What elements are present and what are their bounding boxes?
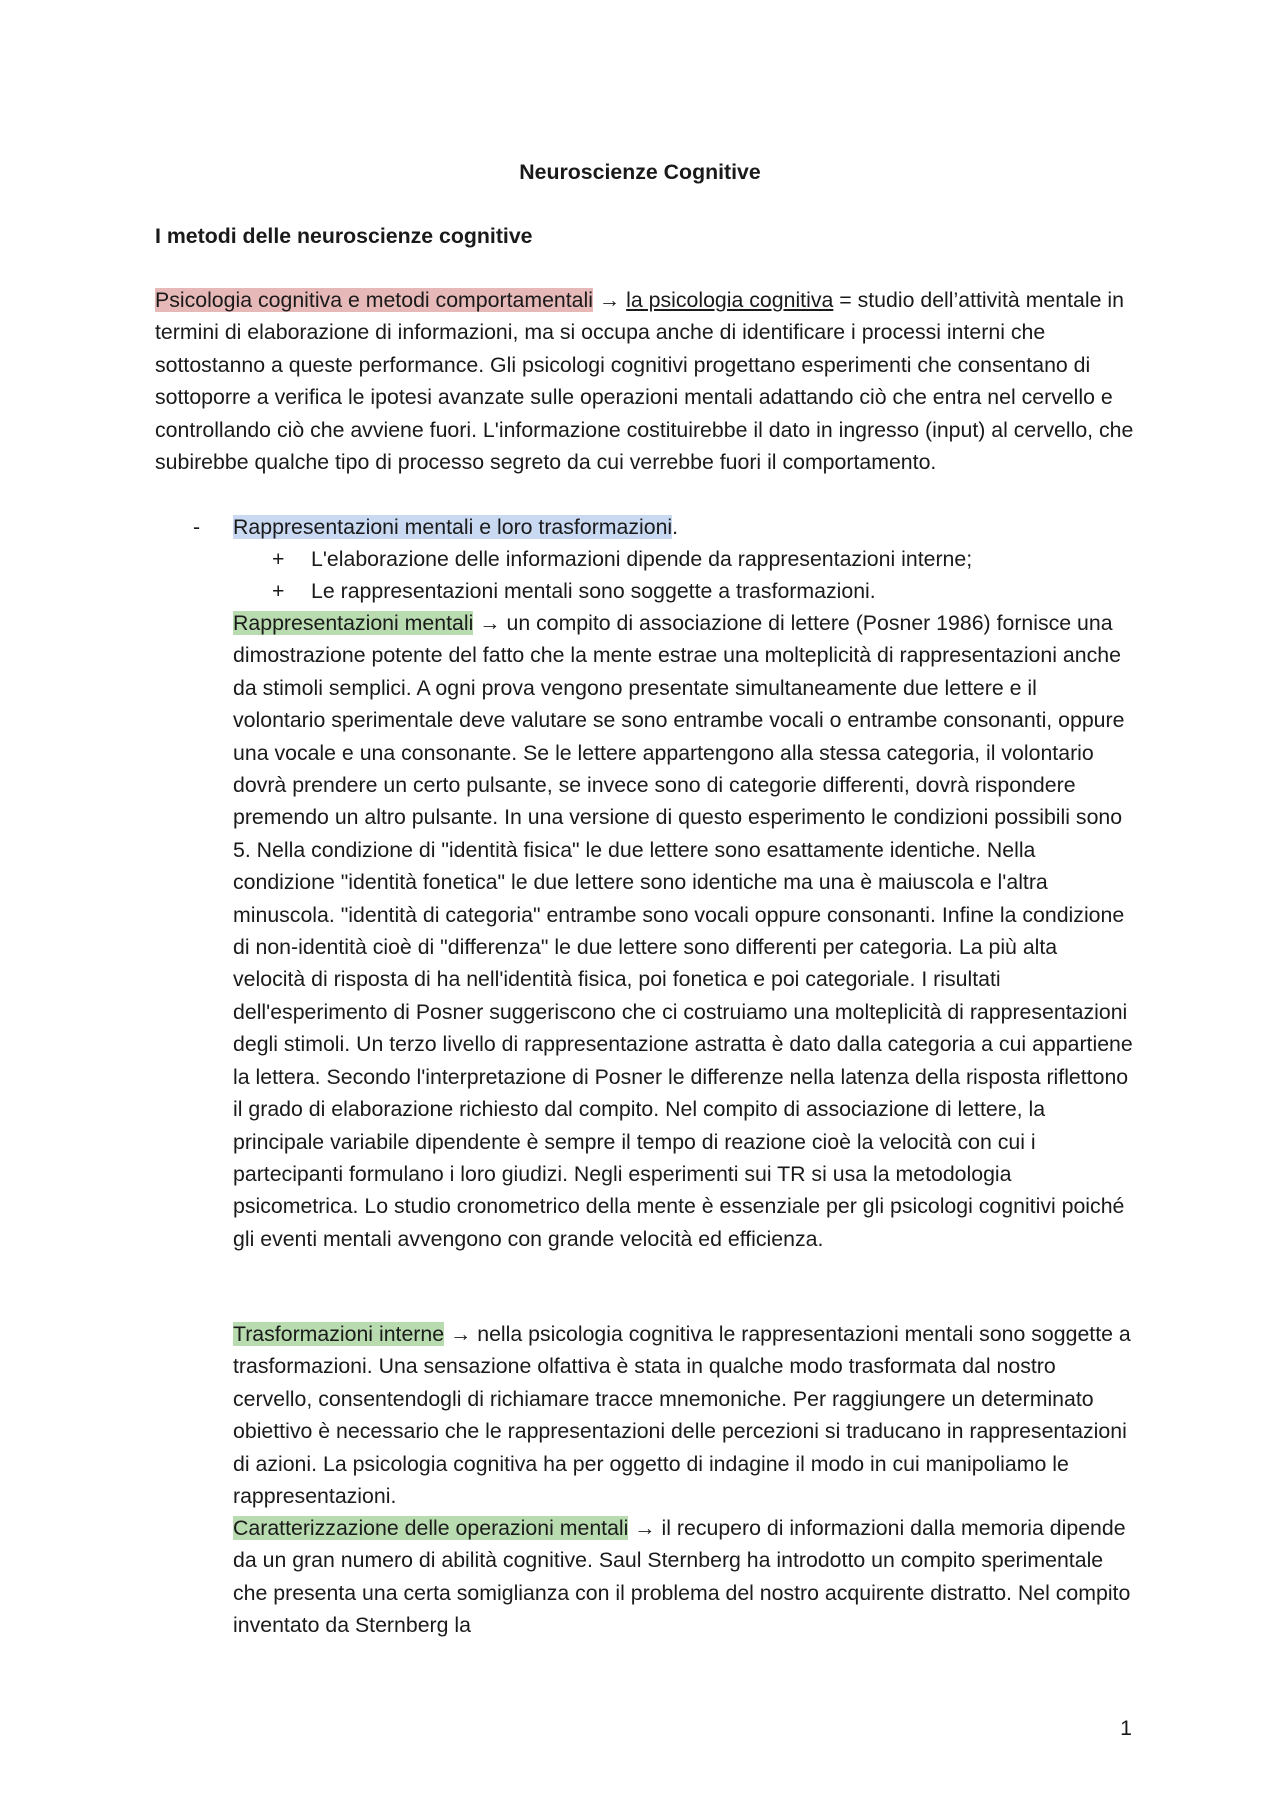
bullet-marker: - xyxy=(193,515,201,539)
subbullet-text: L'elaborazione delle informazioni dipende da rappresentazioni interne; xyxy=(311,547,973,571)
paragraph-trasformazioni xyxy=(233,1318,1133,1512)
intro-arrow: → xyxy=(593,288,627,312)
intro-highlight: Psicologia cognitiva e metodi comportamentali xyxy=(155,288,593,312)
subbullet-marker: + xyxy=(272,579,285,603)
paragraph-highlight: Caratterizzazione delle operazioni mentali xyxy=(233,1516,629,1540)
bullet-text xyxy=(233,511,678,543)
intro-paragraph xyxy=(155,284,1145,478)
paragraph-arrow: → xyxy=(628,1516,662,1540)
intro-term: la psicologia cognitiva xyxy=(626,288,834,312)
paragraph-rappresentazioni xyxy=(233,607,1133,1255)
paragraph-text: un compito di associazione di lettere (Posner 1986) fornisce una dimostrazione potente del fatto che la mente estrae una molteplicità di rappresentazioni anche da stimoli semplici. A ogni prova vengono presentate simultaneamente due lettere e il volontario sperimentale deve valutare se sono entrambe vocali o entrambe consonanti, oppure una vocale e una consonante. Se le lettere appartengono alla stessa categoria, il volontario dovrà prendere un certo pulsante, se invece sono di categorie differenti, dovrà rispondere premendo un altro pulsante. In una versione di questo esperimento le condizioni possibili sono 5. Nella condizione di "identità fisica" le due lettere sono esattamente identiche. Nella condizione "identità fonetica" le due lettere sono identiche ma una è maiuscola e l'altra minuscola. "identità di categoria" entrambe sono vocali oppure consonanti. Infine la condizione di non-identità cioè di "differenza" le due lettere sono differenti per categoria. La più alta velocità di risposta di ha nell'identità fisica, poi fonetica e poi categoriale. I risultati dell'esperimento di Posner suggeriscono che ci costruiamo una molteplicità di rappresentazioni degli stimoli. Un terzo livello di rappresentazione astratta è dato dalla categoria a cui appartiene la lettera. Secondo l'interpretazione di Posner le differenze nella latenza della risposta riflettono il grado di elaborazione richiesto dal compito. Nel compito di associazione di lettere, la principale variabile dipendente è sempre il tempo di reazione cioè la velocità con cui i partecipanti formulano i loro giudizi. Negli esperimenti sui TR si usa la metodologia psicometrica. Lo studio cronometrico della mente è essenziale per gli psicologi cognitivi poiché gli eventi mentali avvengono con grande velocità ed efficienza. xyxy=(233,611,1133,1251)
paragraph-arrow: → xyxy=(473,611,507,635)
bullet-label: Rappresentazioni mentali e loro trasformazioni xyxy=(233,515,673,539)
paragraph-operazioni xyxy=(233,1512,1133,1642)
paragraph-highlight: Trasformazioni interne xyxy=(233,1322,445,1346)
subbullet-text: Le rappresentazioni mentali sono soggette a trasformazioni. xyxy=(311,579,876,603)
document-title: Neuroscienze Cognitive xyxy=(519,160,761,184)
paragraph-arrow: → xyxy=(444,1322,478,1346)
page-number: 1 xyxy=(1120,1716,1132,1740)
paragraph-text: il recupero di informazioni dalla memoria dipende da un gran numero di abilità cognitive. Saul Sternberg ha introdotto un compito sperimentale che presenta una certa somiglianza con il problema del nostro acquirente distratto. Nel compito inventato da Sternberg la xyxy=(233,1516,1131,1638)
section-title: I metodi delle neuroscienze cognitive xyxy=(155,224,533,248)
paragraph-highlight: Rappresentazioni mentali xyxy=(233,611,474,635)
bullet-tail: . xyxy=(672,515,679,539)
subbullet-marker: + xyxy=(272,547,285,571)
intro-text: = studio dell’attività mentale in termini di elaborazione di informazioni, ma si occupa anche di identificare i processi interni che sottostanno a queste performance. Gli psicologi cognitivi progettano esperimenti che consentano di sottoporre a verifica le ipotesi avanzate sulle operazioni mentali adattando ciò che entra nel cervello e controllando ciò che avviene fuori. L'informazione costituirebbe il dato in ingresso (input) al cervello, che subirebbe qualche tipo di processo segreto da cui verrebbe fuori il comportamento. xyxy=(155,288,1134,475)
paragraph-text: nella psicologia cognitiva le rappresentazioni mentali sono soggette a trasformazioni. Una sensazione olfattiva è stata in qualche modo trasformata dal nostro cervello, consentendogli di richiamare tracce mnemoniche. Per raggiungere un determinato obiettivo è necessario che le rappresentazioni delle percezioni si traducano in rappresentazioni di azioni. La psicologia cognitiva ha per oggetto di indagine il modo in cui manipoliamo le rappresentazioni. xyxy=(233,1322,1131,1509)
